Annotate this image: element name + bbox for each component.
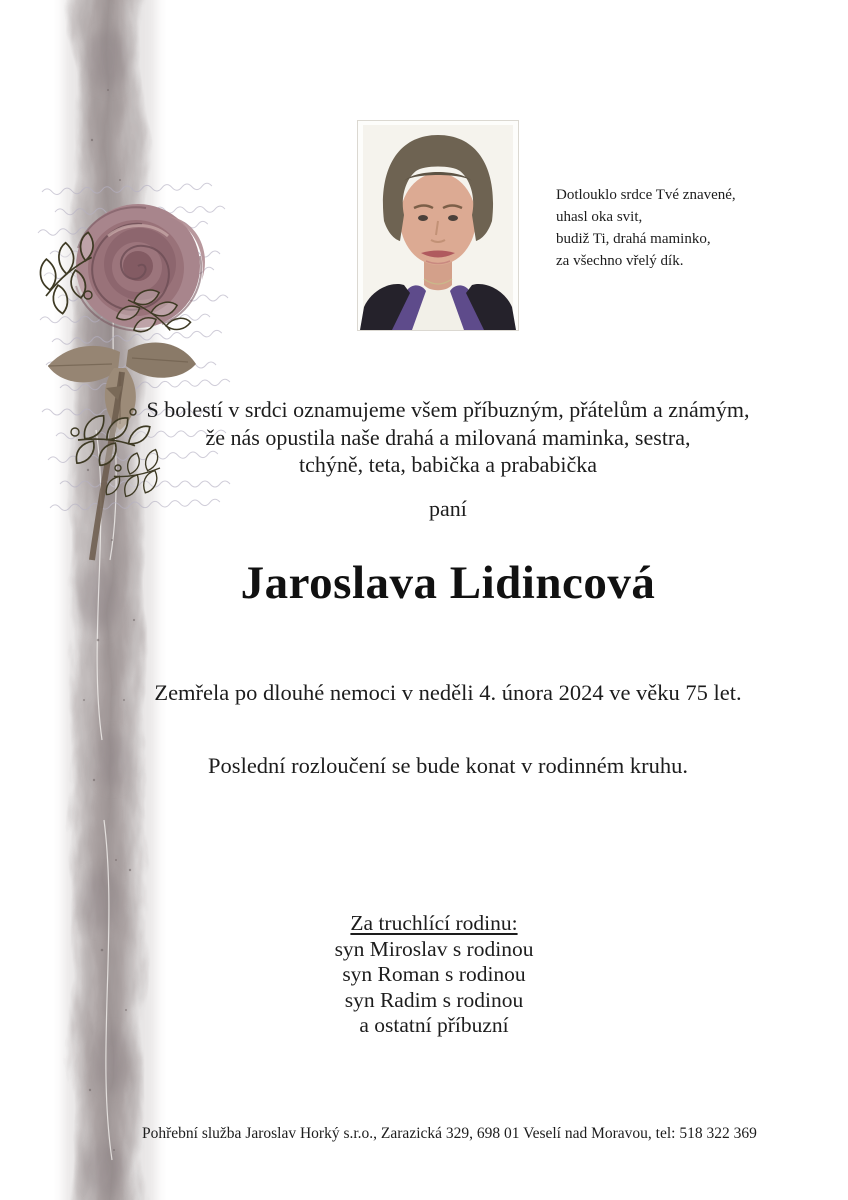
funeral-home-footer: Pohřební služba Jaroslav Horký s.r.o., Zarazická 329, 698 01 Veselí nad Moravou, tel: 518 322 369 bbox=[142, 1125, 757, 1142]
farewell-notice: Poslední rozloučení se bude konat v rodinném kruhu. bbox=[208, 753, 688, 778]
poem-line: Dotlouklo srdce Tvé znavené, bbox=[556, 187, 736, 203]
deceased-name: Jaroslava Lidincová bbox=[240, 557, 656, 609]
poem-line: za všechno vřelý dík. bbox=[556, 253, 684, 269]
portrait-photo bbox=[358, 121, 518, 330]
poem-line: budiž Ti, drahá maminko, bbox=[556, 231, 711, 247]
salutation: paní bbox=[429, 496, 467, 521]
memorial-poem bbox=[556, 184, 736, 272]
mourning-line: syn Roman s rodinou bbox=[342, 962, 526, 986]
mourning-line: syn Miroslav s rodinou bbox=[334, 936, 534, 961]
announcement-line: tchýně, teta, babička a prababička bbox=[298, 452, 598, 477]
mourning-line: syn Radim s rodinou bbox=[344, 987, 524, 1012]
death-notice: Zemřela po dlouhé nemoci v neděli 4. února 2024 ve věku 75 let. bbox=[154, 680, 742, 705]
portrait-photo-drawing bbox=[358, 121, 518, 330]
mourning-heading: Za truchlící rodinu: bbox=[350, 911, 518, 935]
mourning-line: a ostatní příbuzní bbox=[359, 1013, 509, 1037]
mourning-heading-line bbox=[30, 911, 838, 937]
announcement-line: S bolestí v srdci oznamujeme všem příbuzným, přátelům a známým, bbox=[146, 397, 750, 422]
announcement-text bbox=[44, 396, 848, 479]
poem-line: uhasl oka svit, bbox=[556, 209, 643, 225]
mourning-family-block bbox=[30, 911, 838, 1039]
announcement-line: že nás opustila naše drahá a milovaná maminka, sestra, bbox=[205, 424, 691, 450]
